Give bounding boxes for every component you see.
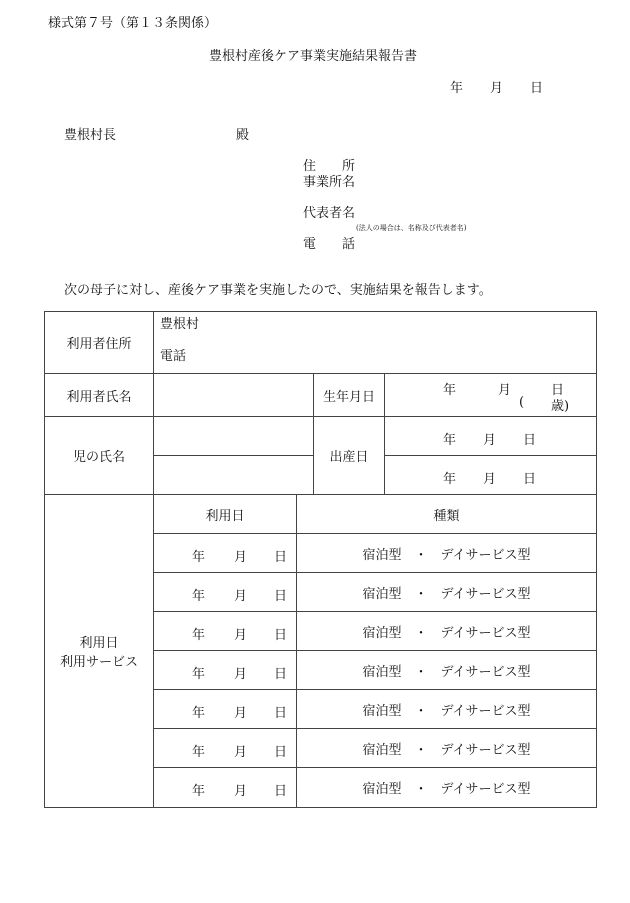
child-name-field-1[interactable]	[154, 417, 314, 456]
delivery-day-1: 日	[523, 432, 537, 448]
usage-year: 年	[192, 744, 206, 760]
usage-month: 月	[234, 549, 248, 565]
user-address-label: 利用者住所	[45, 312, 154, 374]
service-type-options[interactable]: 宿泊型 ・ デイサービス型	[297, 612, 597, 651]
user-name-field[interactable]	[154, 374, 314, 417]
age-label: 歳)	[551, 398, 570, 414]
delivery-year-2: 年	[443, 471, 457, 487]
usage-label-line-2: 利用サービス	[59, 655, 138, 670]
reporter-representative-label: 代表者名	[303, 206, 356, 221]
child-name-label: 児の氏名	[45, 417, 154, 495]
usage-year: 年	[192, 549, 206, 565]
usage-date-field[interactable]	[154, 612, 297, 651]
usage-label	[45, 495, 154, 808]
birthdate-label: 生年月日	[314, 374, 385, 417]
usage-month: 月	[234, 588, 248, 604]
service-type-options[interactable]: 宿泊型 ・ デイサービス型	[297, 768, 597, 808]
intro-text: 次の母子に対し、産後ケア事業を実施したので、実施結果を報告します。	[64, 283, 492, 298]
addressee-name: 豊根村長	[64, 128, 117, 143]
usage-year: 年	[192, 627, 206, 643]
user-address-field[interactable]	[154, 312, 597, 374]
child-name-field-2[interactable]	[154, 456, 314, 495]
service-type-options[interactable]: 宿泊型 ・ デイサービス型	[297, 651, 597, 690]
user-phone-label: 電話	[160, 349, 187, 364]
age-open: (	[519, 394, 525, 410]
user-name-row	[45, 374, 597, 417]
report-table	[44, 311, 597, 808]
delivery-date-field-2[interactable]	[385, 456, 597, 495]
usage-day: 日	[274, 588, 288, 604]
usage-date-field[interactable]	[154, 690, 297, 729]
service-type-options[interactable]: 宿泊型 ・ デイサービス型	[297, 729, 597, 768]
usage-day: 日	[274, 744, 288, 760]
reporter-representative-note: (法人の場合は、名称及び代表者名)	[356, 224, 467, 232]
user-name-label: 利用者氏名	[45, 374, 154, 417]
report-date-month: 月	[490, 81, 504, 96]
usage-header-row	[45, 495, 597, 534]
usage-year: 年	[192, 705, 206, 721]
delivery-date-label: 出産日	[314, 417, 385, 495]
service-type-options[interactable]: 宿泊型 ・ デイサービス型	[297, 573, 597, 612]
form-number: 様式第７号（第１３条関係）	[48, 16, 218, 31]
service-type-options[interactable]: 宿泊型 ・ デイサービス型	[297, 690, 597, 729]
usage-year: 年	[192, 783, 206, 799]
reporter-phone-label: 電 話	[303, 237, 356, 252]
reporter-address-label: 住 所	[303, 159, 356, 174]
delivery-day-2: 日	[523, 471, 537, 487]
usage-day: 日	[274, 627, 288, 643]
usage-date-header: 利用日	[154, 495, 297, 534]
reporter-office-label: 事業所名	[303, 175, 356, 190]
usage-label-line-1: 利用日	[79, 636, 119, 651]
addressee-honorific: 殿	[236, 128, 250, 143]
usage-month: 月	[234, 783, 248, 799]
usage-month: 月	[234, 666, 248, 682]
usage-day: 日	[274, 705, 288, 721]
usage-date-field[interactable]	[154, 651, 297, 690]
delivery-date-field-1[interactable]	[385, 417, 597, 456]
birthdate-field[interactable]	[385, 374, 597, 417]
usage-month: 月	[234, 627, 248, 643]
child-name-row-1	[45, 417, 597, 456]
delivery-month-2: 月	[483, 471, 497, 487]
service-type-options[interactable]: 宿泊型 ・ デイサービス型	[297, 534, 597, 573]
delivery-year-1: 年	[443, 432, 457, 448]
birthdate-day: 日	[551, 382, 565, 398]
address-prefix: 豊根村	[160, 317, 200, 332]
document-title: 豊根村産後ケア事業実施結果報告書	[209, 49, 418, 64]
usage-day: 日	[274, 783, 288, 799]
birthdate-month: 月	[498, 382, 512, 398]
birthdate-year: 年	[443, 382, 457, 398]
usage-date-field[interactable]	[154, 534, 297, 573]
usage-date-field[interactable]	[154, 768, 297, 808]
usage-month: 月	[234, 705, 248, 721]
report-date-year: 年	[450, 81, 464, 96]
usage-year: 年	[192, 588, 206, 604]
user-address-row	[45, 312, 597, 374]
delivery-month-1: 月	[483, 432, 497, 448]
service-type-header: 種類	[297, 495, 597, 534]
usage-year: 年	[192, 666, 206, 682]
usage-day: 日	[274, 666, 288, 682]
usage-date-field[interactable]	[154, 729, 297, 768]
usage-date-field[interactable]	[154, 573, 297, 612]
report-date-day: 日	[530, 81, 544, 96]
usage-day: 日	[274, 549, 288, 565]
usage-month: 月	[234, 744, 248, 760]
